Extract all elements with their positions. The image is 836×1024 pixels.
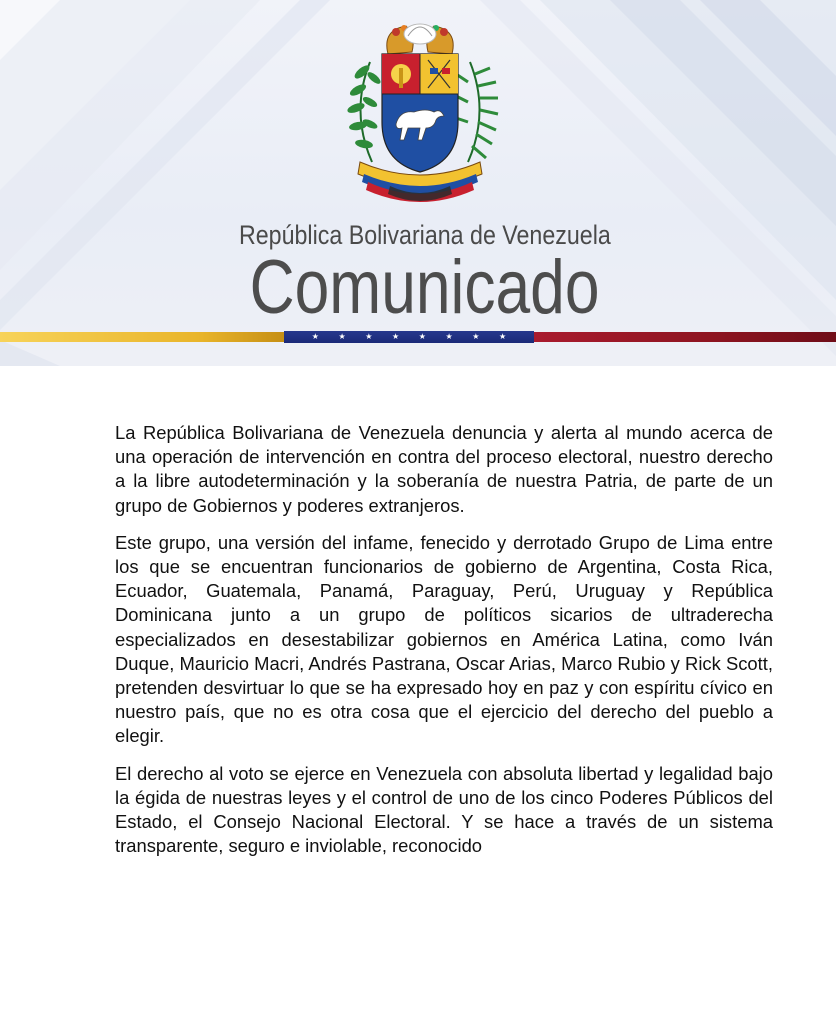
flag-stripe-red xyxy=(534,332,836,342)
communique-body xyxy=(115,421,773,871)
paragraph: El derecho al voto se ejerce en Venezuela con absoluta libertad y legalidad bajo la égida de nuestras leyes y el control de uno de los cinco Poderes Públicos del Estado, el Consejo Nacional Electoral. Y se hace a través de un sistema transparente, seguro e inviolable, reconocido xyxy=(115,762,773,857)
flag-stripe xyxy=(0,331,836,343)
flag-stripe-blue xyxy=(284,331,534,343)
star-icon: ★ xyxy=(338,332,346,341)
star-icon: ★ xyxy=(311,332,319,341)
page-title: Comunicado xyxy=(249,245,600,330)
paragraph: La República Bolivariana de Venezuela denuncia y alerta al mundo acerca de una operación de intervención en contra del proceso electoral, nuestro derecho a la libre autodeterminación y la soberanía de nuestra Patria, de parte de un grupo de Gobiernos y poderes extranjeros. xyxy=(115,422,773,516)
paragraph: Este grupo, una versión del infame, fenecido y derrotado Grupo de Lima entre los que se encuentran funcionarios de gobierno de Argentina, Costa Rica, Ecuador, Guatemala, Panamá, Paraguay, Perú, Uruguay y República Dominicana junto a un grupo de políticos sicarios de ultraderecha especializados en desestabilizar gobiernos en América Latina, como Iván Duque, Mauricio Macri, Andrés Pastrana, Oscar Arias, Marco Rubio y Rick Scott, pretenden desvirtuar lo que se ha expresado hoy en paz y con espíritu cívico en nuestro país, que no es otra cosa que el ejercicio del derecho del pueblo a elegir. xyxy=(115,531,773,747)
star-icon: ★ xyxy=(418,332,426,341)
letterhead-banner xyxy=(0,0,836,366)
star-icon: ★ xyxy=(365,332,373,341)
star-icon: ★ xyxy=(445,332,453,341)
coat-of-arms-icon xyxy=(330,12,510,212)
republic-name: República Bolivariana de Venezuela xyxy=(238,220,611,250)
star-icon: ★ xyxy=(472,332,480,341)
flag-stripe-yellow xyxy=(0,332,284,342)
star-icon: ★ xyxy=(392,332,400,341)
star-icon: ★ xyxy=(499,332,507,341)
